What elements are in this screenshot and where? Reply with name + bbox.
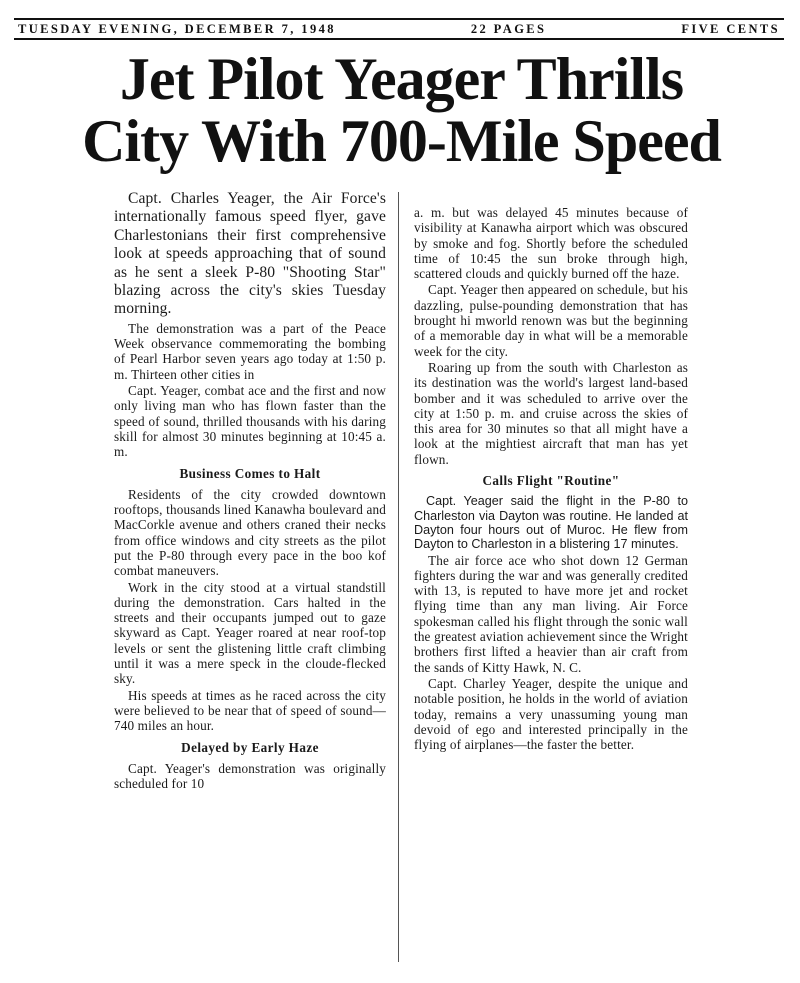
headline — [14, 48, 789, 172]
subhead-calls-flight-routine: Calls Flight "Routine" — [482, 473, 620, 489]
paragraph: Capt. Yeager then appeared on schedule, but his dazzling, pulse-pounding demonstration that has brought hi mworld renown was but the beginning of a memorable day in what will be a memorable week for the city. — [414, 282, 688, 359]
paragraph: Roaring up from the south with Charleston as its destination was the world's largest land-based bomber and it was scheduled to arrive over the city at 1:50 p. m. and cruise across the skies of this area for 30 minutes so that all might have a look at the mightiest aircraft that man has yet flown. — [414, 359, 688, 467]
paragraph: Capt. Charley Yeager, despite the unique and notable position, he holds in the world of aviation today, remains a very unassuming young man devoid of ego and interested principally in the flying of airplanes—the faster the better. — [414, 675, 688, 753]
paragraph: Work in the city stood at a virtual standstill during the demonstration. Cars halted in the streets and their occupants jumped out to gaze skyward as Capt. Yeager roared at near roof-top levels or sent the glistening little craft climbing until it was a mere speck in the cloude-flecked sky. — [114, 579, 386, 687]
paragraph: a. m. but was delayed 45 minutes because of visibility at Kanawha airport which was obscured by smoke and fog. Shortly before the scheduled time of 10:45 the sun broke through high, scattered clouds and quickly burned off the haze. — [414, 205, 688, 282]
subhead-business-comes-to-halt: Business Comes to Halt — [179, 465, 321, 481]
headline-line-2: City With 700-Mile Speed — [82, 108, 721, 174]
bold-paragraph-block — [414, 494, 688, 551]
paragraph: Capt. Yeager's demonstration was originally scheduled for 10 — [114, 760, 386, 792]
paragraph: His speeds at times as he raced across the city were believed to be near that of speed of sound—740 miles an hour. — [114, 687, 386, 734]
masthead-bar — [14, 18, 784, 40]
headline-line-1: Jet Pilot Yeager Thrills — [119, 46, 684, 112]
paragraph: Capt. Yeager, combat ace and the first and now only living man who has flown faster than the speed of sound, thrilled thousands with his daring skill for almost 30 minutes beginning at 10:45 a. m. — [114, 383, 386, 460]
article-column-2 — [414, 205, 688, 753]
bold-paragraph: Capt. Yeager said the flight in the P-80 to Charleston via Dayton was routine. He landed at Dayton four hours out of Muroc. He flew from Dayton to Charleston in a blistering 17 minutes. — [414, 494, 688, 552]
masthead-date: TUESDAY EVENING, DECEMBER 7, 1948 — [18, 21, 336, 36]
lede-paragraph: Capt. Charles Yeager, the Air Force's internationally famous speed flyer, gave Charlestonians their first comprehensive look at speeds approaching that of sound as he sent a sleek P-80 "Shooting Star" blazing across the city's skies Tuesday morning. — [114, 190, 386, 318]
column-divider — [398, 192, 399, 962]
paragraph: Residents of the city crowded downtown rooftops, thousands lined Kanawha boulevard and MacCorkle avenue and others craned their necks from office windows and city streets as the pilot put the P-80 through every pace in the boo kof combat maneuvers. — [114, 486, 386, 579]
paragraph: The demonstration was a part of the Peace Week observance commemorating the bombing of Pearl Harbor seven years ago today at 1:50 p. m. Thirteen other cities in — [114, 320, 386, 382]
subhead-delayed-by-early-haze: Delayed by Early Haze — [181, 739, 319, 755]
lede-paragraph-block — [114, 190, 386, 319]
masthead-price: FIVE CENTS — [681, 21, 780, 36]
paragraph: The air force ace who shot down 12 German fighters during the war and was generally credited with 13, is reputed to have more jet and rocket flying time than any man living. Air Force spokesman called his flight through the sonic wall the greatest aviation achievement since the Wright brothers first lifted a heavier than air craft from the sands of Kitty Hawk, N. C. — [414, 552, 688, 675]
article-column-1 — [114, 190, 386, 792]
masthead-pages: 22 PAGES — [470, 21, 547, 36]
